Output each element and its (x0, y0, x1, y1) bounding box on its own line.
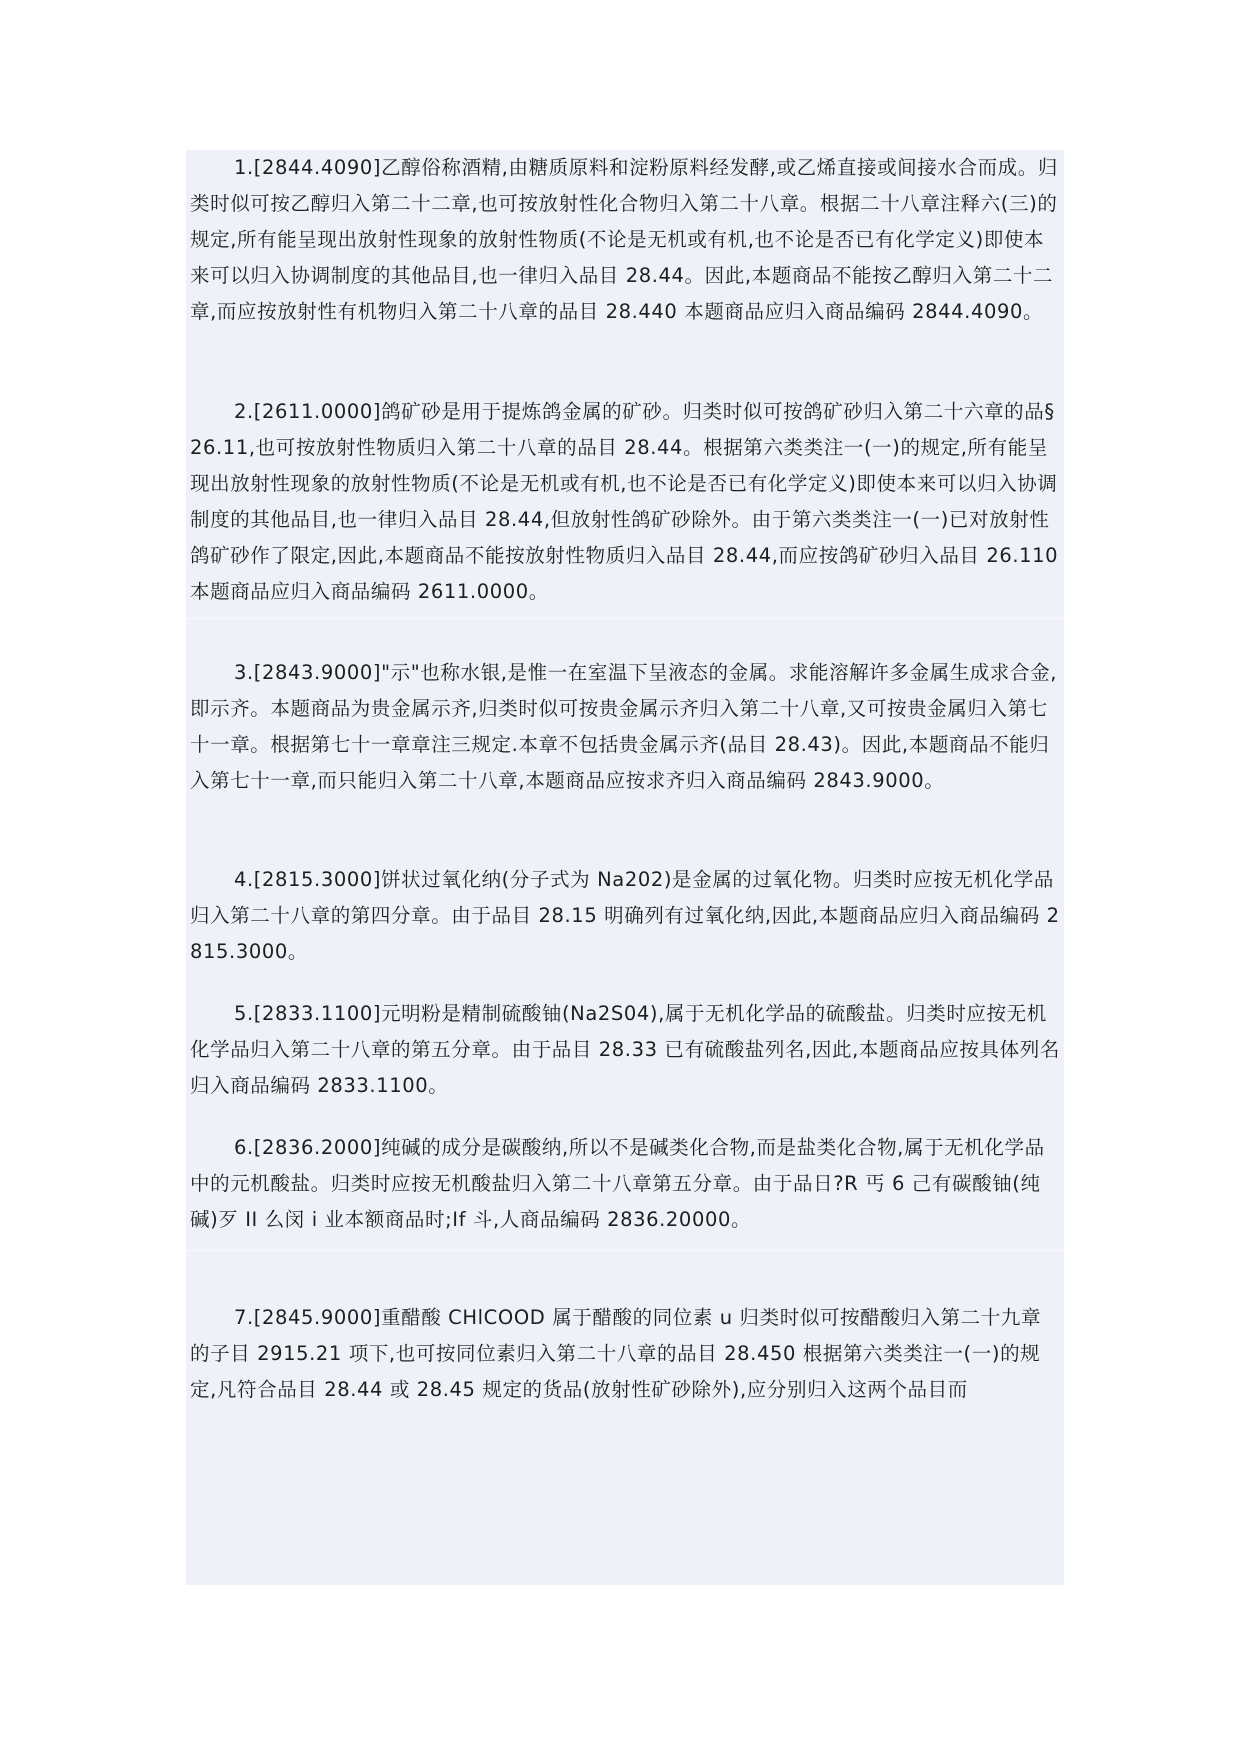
divider (186, 618, 1064, 619)
content-panel (186, 150, 1064, 1585)
paragraph-3: 3.[2843.9000]"示"也称水银,是惟一在室温下呈液态的金属。求能溶解许多金属生成求合金,即示齐。本题商品为贵金属示齐,归类时似可按贵金属示齐归入第二十八章,又可按贵金属归入第七十一章。根据第七十一章章注三规定.本章不包括贵金属示齐(品目 28.43)。因此,本题商品不能归入第七十一章,而只能归入第二十八章,本题商品应按求齐归入商品编码 2843.9000。 (190, 661, 1058, 792)
divider (186, 1250, 1064, 1251)
paragraph-6: 6.[2836.2000]纯碱的成分是碳酸纳,所以不是碱类化合物,而是盐类化合物,属于无机化学品中的元机酸盐。归类时应按无机酸盐归入第二十八章第五分章。由于品日?R 丐 6 己有碳酸铀(纯碱)歹 II 么闵 i 业本额商品时;If 斗,人商品编码 2836.20000。 (190, 1136, 1045, 1231)
paragraph-4: 4.[2815.3000]饼状过氧化纳(分子式为 Na202)是金属的过氧化物。归类时应按无机化学品归入第二十八章的第四分章。由于品目 28.15 明确列有过氧化纳,因此,本题商品应归入商品编码 2815.3000。 (190, 868, 1060, 963)
paragraph-7: 7.[2845.9000]重醋酸 CHlCOOD 属于醋酸的同位素 u 归类时似可按醋酸归入第二十九章的子目 2915.21 项下,也可按同位素归入第二十八章的品目 28.450 根据第六类类注一(一)的规定,凡符合品目 28.44 或 28.45 规定的货品(放射性矿砂除外),应分别归入这两个品目而 (190, 1306, 1042, 1401)
paragraph-1: 1.[2844.4090]乙醇俗称酒精,由糖质原料和淀粉原料经发酵,或乙烯直接或间接水合而成。归类时似可按乙醇归入第二十二章,也可按放射性化合物归入第二十八章。根据二十八章注释六(三)的规定,所有能呈现出放射性现象的放射性物质(不论是无机或有机,也不论是否已有化学定义)即使本来可以归入协调制度的其他品目,也一律归入品目 28.44。因此,本题商品不能按乙醇归入第二十二章,而应按放射性有机物归入第二十八章的品目 28.440 本题商品应归入商品编码 2844.4090。 (190, 156, 1058, 323)
paragraph-5: 5.[2833.1100]元明粉是精制硫酸铀(Na2S04),属于无机化学品的硫酸盐。归类时应按无机化学品归入第二十八章的第五分章。由于品目 28.33 已有硫酸盐列名,因此,本题商品应按具体列名归入商品编码 2833.1100。 (190, 1002, 1060, 1097)
paragraph-2: 2.[2611.0000]鸽矿砂是用于提炼鸽金属的矿砂。归类时似可按鸽矿砂归入第二十六章的品§26.11,也可按放射性物质归入第二十八章的品目 28.44。根据第六类类注一(一)的规定,所有能呈现出放射性现象的放射性物质(不论是无机或有机,也不论是否已有化学定义)即使本来可以归入协调制度的其他品目,也一律归入品目 28.44,但放射性鸽矿砂除外。由于第六类类注一(一)已对放射性鸽矿砂作了限定,因此,本题商品不能按放射性物质归入品目 28.44,而应按鸽矿砂归入品目 26.110 本题商品应归入商品编码 2611.0000。 (190, 400, 1059, 603)
